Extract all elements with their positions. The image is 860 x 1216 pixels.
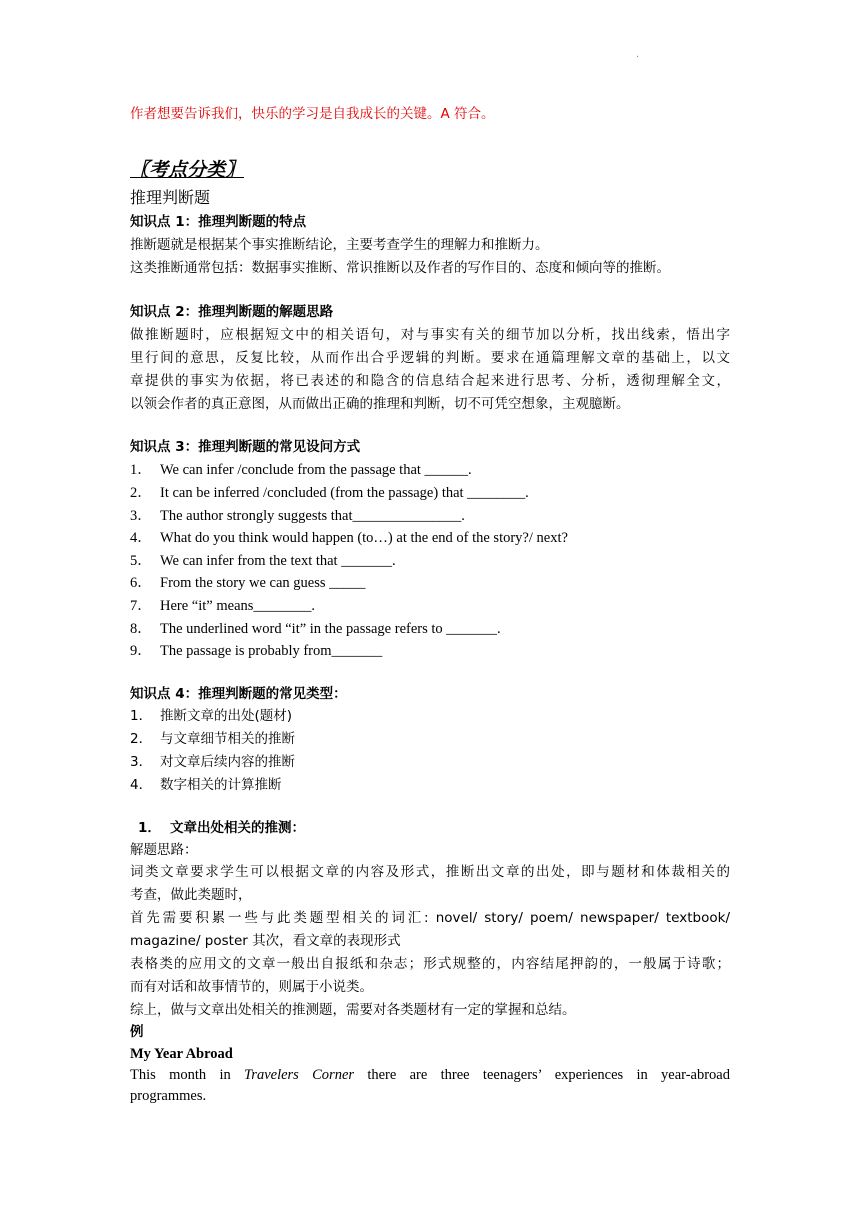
example-line: This month in Travelers Corner there are three teenagers’ experiences in year-abroad: [130, 1067, 730, 1083]
list-item: 9． The passage is probably from_______: [130, 643, 383, 659]
subsection-title: 1． 文章出处相关的推测：: [138, 820, 305, 836]
kp2-title: 知识点 2：推理判断题的解题思路: [130, 304, 334, 320]
kp2-line: 以领会作者的真正意图，从而做出正确的推理和判断，切不可凭空想象，主观臆断。: [130, 396, 630, 412]
page-mark: ·: [636, 52, 640, 63]
section-heading: 〖考点分类〗: [130, 159, 245, 181]
paragraph-line: 表格类的应用文的文章一般出自报纸和杂志；形式规整的，内容结尾押韵的，一般属于诗歌；: [130, 956, 730, 972]
kp4-title: 知识点 4：推理判断题的常见类型：: [130, 686, 347, 702]
paragraph-line: 解题思路：: [130, 842, 198, 858]
kp2-line: 章提供的事实为依据，将已表述的和隐含的信息结合起来进行思考、分析，透彻理解全文，: [130, 373, 730, 389]
paragraph-line: 综上，做与文章出处相关的推测题，需要对各类题材有一定的掌握和总结。: [130, 1002, 576, 1018]
paragraph-line: 首先需要积累一些与此类题型相关的词汇: novel/ story/ poem/ newspaper/ textbook/: [130, 910, 730, 926]
list-item: 3． 对文章后续内容的推断: [130, 754, 295, 770]
kp2-line: 里行间的意思，反复比较，从而作出合乎逻辑的判断。要求在通篇理解文章的基础上，以文: [130, 350, 730, 366]
paragraph-line: 词类文章要求学生可以根据文章的内容及形式，推断出文章的出处，即与题材和体裁相关的: [130, 864, 730, 880]
example-label: 例: [130, 1024, 144, 1040]
kp2-line: 做推断题时，应根据短文中的相关语句，对与事实有关的细节加以分析，找出线索，悟出字: [130, 327, 730, 343]
list-item: 7． Here “it” means________.: [130, 598, 316, 614]
example-title: My Year Abroad: [130, 1046, 233, 1062]
section-subheading: 推理判断题: [130, 188, 211, 207]
kp1-title: 知识点 1：推理判断题的特点: [130, 214, 307, 230]
list-item: 5． We can infer from the text that _______.: [130, 553, 396, 569]
kp1-line: 推断题就是根据某个事实推断结论，主要考查学生的理解力和推断力。: [130, 237, 549, 253]
list-item: 3． The author strongly suggests that_______________.: [130, 508, 465, 524]
list-item: 6． From the story we can guess _____: [130, 575, 366, 591]
list-item: 2． It can be inferred /concluded (from the passage) that ________.: [130, 485, 529, 501]
paragraph-line: 考查，做此类题时，: [130, 887, 252, 903]
paragraph-line: 而有对话和故事情节的，则属于小说类。: [130, 979, 373, 995]
kp1-line: 这类推断通常包括：数据事实推断、常识推断以及作者的写作目的、态度和倾向等的推断。: [130, 260, 670, 276]
list-item: 1． We can infer /conclude from the passage that ______.: [130, 462, 472, 478]
list-item: 2． 与文章细节相关的推断: [130, 731, 295, 747]
example-line: programmes.: [130, 1088, 207, 1104]
paragraph-line: magazine/ poster 其次，看文章的表现形式: [130, 933, 401, 949]
answer-note: 作者想要告诉我们，快乐的学习是自我成长的关键。A 符合。: [130, 106, 495, 122]
kp3-title: 知识点 3：推理判断题的常见设问方式: [130, 439, 361, 455]
list-item: 8． The underlined word “it” in the passage refers to _______.: [130, 621, 501, 637]
list-item: 4． 数字相关的计算推断: [130, 777, 282, 793]
list-item: 4． What do you think would happen (to…) at the end of the story?/ next?: [130, 530, 568, 546]
list-item: 1． 推断文章的出处(题材): [130, 708, 293, 724]
